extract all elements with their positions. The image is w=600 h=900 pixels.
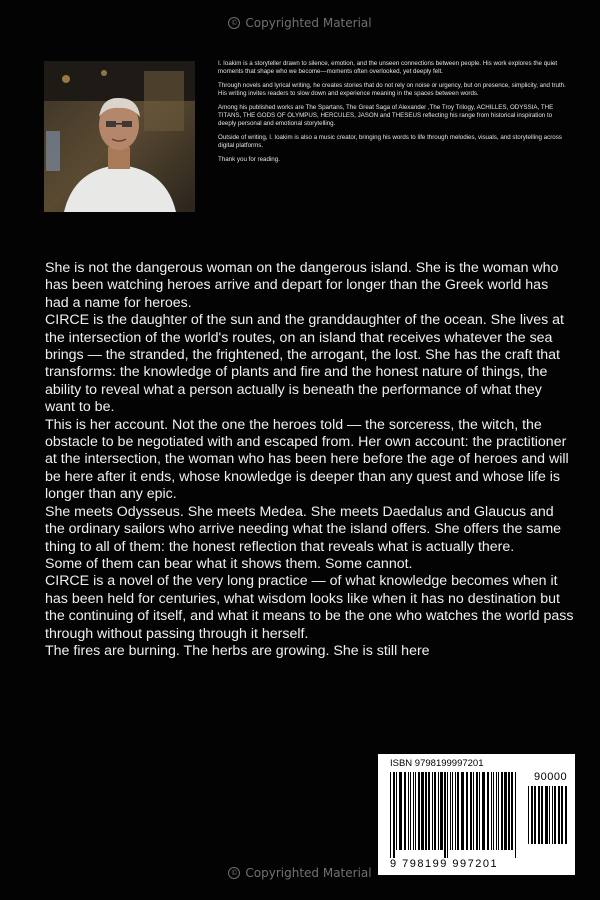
- ean-barcode: [390, 772, 520, 858]
- blurb-paragraph: CIRCE is the daughter of the sun and the granddaughter of the ocean. She lives at the intersection of the world's routes, on an island that receives whatever the sea brings — the stranded, the frightened, the arrogant, the lost. She has the craft that transforms: the knowledge of plants and fire and the honest nature of things, the ability to reveal what a person actually is beneath the performance of what they want to be.: [45, 312, 564, 416]
- barcode-digits: 9 798199 997201: [390, 858, 499, 870]
- barcode-bar: [432, 772, 433, 850]
- barcode-bar: [450, 772, 451, 850]
- barcode-bar: [434, 772, 436, 850]
- barcode-bar: [531, 786, 533, 844]
- barcode-bar: [438, 772, 439, 850]
- barcode-bar: [504, 772, 507, 850]
- blurb-paragraph: She is not the dangerous woman on the dangerous island. She is the woman who has been watching heroes arrive and depart for longer than the Greek world has had a name for heroes.: [45, 260, 559, 311]
- bio-paragraph: Outside of writing, I. Ioakim is also a music creator, bringing his words to life through melodies, visuals, and storytelling across digital platforms.: [218, 134, 562, 149]
- copyright-icon: ©: [228, 867, 240, 879]
- barcode-bar: [440, 772, 443, 850]
- barcode-bar: [457, 772, 459, 850]
- barcode-bar: [491, 772, 492, 850]
- blurb-paragraph: She meets Odysseus. She meets Medea. She meets Daedalus and Glaucus and the ordinary sailors who arrive needing what the island offers. She offers the same thing to all of them: the honest reflection that reveals what is actually there.: [45, 503, 562, 555]
- author-photo: [44, 61, 195, 212]
- blurb-paragraph: Some of them can bear what it shows them. Some cannot.: [45, 555, 413, 572]
- barcode-bar: [404, 772, 406, 850]
- barcode-bar: [561, 786, 563, 844]
- price-code: 90000: [534, 771, 568, 783]
- watermark-text: Copyrighted Material: [245, 866, 372, 880]
- barcode-bar: [415, 772, 416, 850]
- watermark-top: [0, 16, 600, 30]
- barcode-bar: [479, 772, 480, 850]
- barcode-bar: [482, 772, 485, 850]
- watermark-bottom: [0, 866, 600, 880]
- barcode-bar: [470, 772, 472, 850]
- bio-paragraph: Thank you for reading.: [218, 156, 280, 163]
- barcode-bar: [515, 772, 516, 858]
- barcode-bar: [421, 772, 424, 850]
- blurb-paragraph: The fires are burning. The herbs are growing. She is still here: [45, 642, 430, 659]
- bio-paragraph: Through novels and lyrical writing, he creates stories that do not rely on noise or urgency, but on presence, simplicity, and truth. His writing invites readers to slow down and experience meaning in the spaces between words.: [218, 82, 566, 97]
- barcode-bar: [393, 772, 395, 858]
- blurb-paragraph: CIRCE is a novel of the very long practice — of what knowledge becomes when it has been held for centuries, what wisdom looks like when it has no destination but the continuing of itself, and what it means to be the one who watches the world pass through without passing through it herself.: [45, 573, 574, 642]
- barcode-bar: [565, 786, 567, 844]
- price-barcode: [528, 786, 570, 852]
- barcode-bar: [396, 772, 397, 850]
- barcode-bar: [413, 772, 414, 850]
- barcode-bar: [466, 772, 468, 850]
- isbn-label: ISBN 9798199997201: [390, 758, 484, 769]
- bio-paragraph: Among his published works are The Spartans, The Great Saga of Alexander ,The Troy Trilogy, ACHILLES, ODYSSIA, THE TITANS, THE GODS OF OLYMPUS, HERCULES, JASON and THESEUS reflecting his range from historical inspiration to deeply personal and emotional storytelling.: [218, 104, 554, 127]
- barcode-bar: [545, 786, 548, 844]
- barcode-bar: [408, 772, 409, 850]
- barcode-bar: [501, 772, 503, 850]
- author-bio: [218, 60, 568, 170]
- barcode-bar: [476, 772, 478, 850]
- barcode-bar: [444, 772, 446, 858]
- barcode-bar: [399, 772, 402, 850]
- author-photo-image: [44, 61, 195, 212]
- barcode-bar: [455, 772, 456, 850]
- barcode-bar: [493, 772, 494, 850]
- barcode-bar: [558, 786, 560, 844]
- barcode-bar: [418, 772, 420, 850]
- blurb-paragraph: This is her account. Not the one the heroes told — the sorceress, the witch, the obstacle to be negotiated with and escaped from. Her own account: the practitioner at the intersection, the woman who has been here before the age of heroes and will be here after it ends, whose knowledge is deeper than any quest and whose life is longer than any epic.: [45, 416, 569, 503]
- barcode-bar: [447, 772, 448, 858]
- barcode-bar: [541, 786, 543, 844]
- barcode-bar: [452, 772, 453, 850]
- barcode-bar: [508, 772, 510, 850]
- watermark-text: Copyrighted Material: [245, 16, 372, 30]
- bio-paragraph: I. Ioakim is a storyteller drawn to silence, emotion, and the unseen connections between people. His work explores the quiet moments that shape who we become—moments often overlooked, yet deeply felt.: [218, 60, 558, 75]
- barcode-bar: [534, 786, 536, 844]
- barcode-bar: [428, 772, 430, 850]
- barcode-bar: [487, 772, 489, 850]
- book-blurb: [45, 260, 575, 660]
- barcode-bar: [554, 786, 556, 844]
- barcode-bar: [538, 786, 540, 844]
- isbn-barcode-box: [378, 754, 575, 875]
- barcode-bar: [496, 772, 497, 850]
- barcode-bar: [552, 786, 553, 844]
- barcode-bar: [390, 772, 391, 858]
- barcode-bar: [410, 772, 411, 850]
- barcode-bar: [461, 772, 464, 850]
- barcode-bar: [549, 786, 550, 844]
- barcode-bar: [498, 772, 499, 850]
- barcode-bar: [473, 772, 474, 850]
- barcode-bar: [511, 772, 513, 850]
- barcode-bar: [425, 772, 427, 850]
- copyright-icon: ©: [228, 17, 240, 29]
- barcode-bar: [528, 786, 529, 844]
